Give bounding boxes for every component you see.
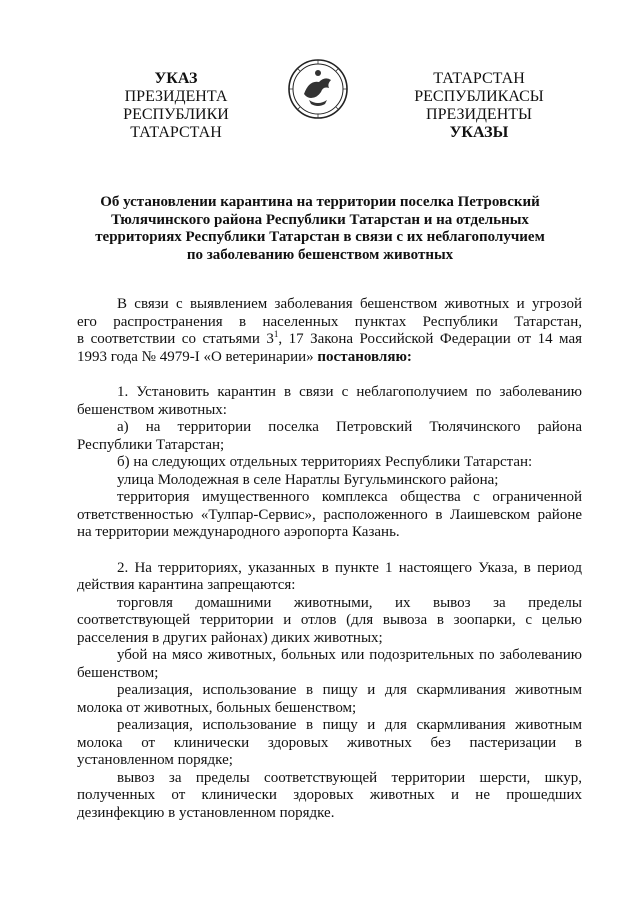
section2-milk-unpasteurized: молока от клинически здоровых животных без пастеризации в [77,734,582,751]
preamble-line: его распространения в населенных пунктах Республики Татарстан, [77,313,582,330]
section2-intro: действия карантина запрещаются: [77,577,296,593]
section2-slaughter: бешенством; [77,664,159,681]
preamble-line: в соответствии со статьями $3^1$, 17 Закона Российской Федерации от 14 мая [77,329,583,347]
section1-item-a: а) на территории поселка Петровский Тюлячинского района [117,419,582,435]
preamble-line: В связи с выявлением заболевания бешенством животных и угрозой [117,296,582,312]
title-line: Об установлении карантина на территории поселка Петровский [100,194,540,210]
header-right-line3: УКАЗЫ [449,124,509,141]
section2-milk: реализация, использование в пищу и для скармливания животным [117,682,582,698]
section2-trade: соответствующей территории и отлов (для вывоза в зоопарки, с целью [77,612,582,628]
preamble-line: 1993 года № 4979-I «О ветеринарии» постановляю: [77,348,412,365]
title-line: по заболеванию бешенством животных [186,246,454,263]
document-body [77,296,582,822]
section1-intro: бешенством животных: [77,401,227,418]
title-line: территориях Республики Татарстан в связи с их неблагополучием [95,229,545,245]
section1-territory: на территории международного аэропорта Казань. [77,524,400,540]
tatarstan-emblem-icon [287,58,349,120]
section2-milk-unpasteurized: установленном порядке; [77,752,233,768]
section2-trade: расселения в других районах) диких животных; [77,629,383,646]
section1-intro: 1. Установить карантин в связи с неблагополучием по заболеванию [117,384,582,400]
footnote-superscript: 1 [273,329,279,339]
title-line: Тюлячинского района Республики Татарстан и на отдельных [111,211,529,228]
header-left-line1: УКАЗ [154,70,198,87]
header-left-line3: РЕСПУБЛИКИ ТАТАРСТАН [123,106,229,141]
section2-intro: 2. На территориях, указанных в пункте 1 настоящего Указа, в период [117,559,582,576]
header-right-line2: ПРЕЗИДЕНТЫ [426,106,532,123]
section2-wool: полученных от клинически здоровых животных и не прошедших [77,787,582,803]
section2-wool: дезинфекцию в установленном порядке. [77,804,335,821]
section1-territory: ответственностью «Тулпар-Сервис», расположенного в Лаишевском районе [77,506,582,523]
section2-wool: вывоз за пределы соответствующей территории шерсти, шкур, [117,769,582,786]
section2-milk: молока от животных, больных бешенством; [77,699,357,716]
section1-territory: территория имущественного комплекса общества с ограниченной [117,489,582,505]
section1-street: улица Молодежная в селе Наратлы Бугульминского района; [117,471,499,488]
header-left [78,70,274,142]
section1-item-a: Республики Татарстан; [77,436,225,453]
header-right [368,70,590,142]
header-right-line1: ТАТАРСТАН РЕСПУБЛИКАСЫ [414,70,544,105]
section2-trade: торговля домашними животными, их вывоз за пределы [117,594,582,611]
document-title [90,194,550,264]
section2-slaughter: убой на мясо животных, больных или подозрительных по заболеванию [117,647,582,663]
section1-item-b: б) на следующих отдельных территориях Республики Татарстан: [117,454,533,470]
header-left-line2: ПРЕЗИДЕНТА [124,88,228,105]
decree-word: постановляю: [317,348,412,365]
section2-milk-unpasteurized: реализация, использование в пищу и для скармливания животным [117,717,582,733]
